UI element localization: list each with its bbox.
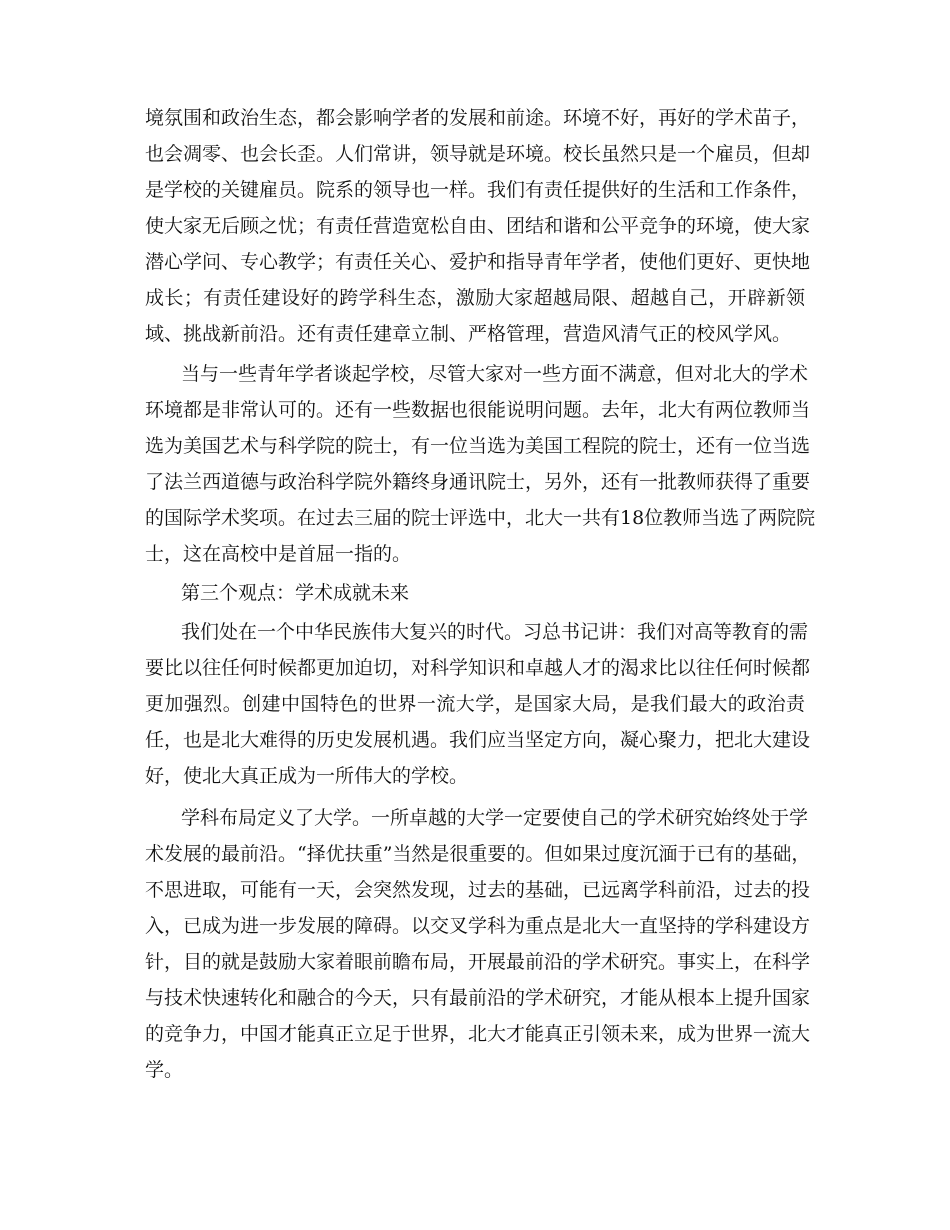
paragraph-line: 选为美国艺术与科学院的院士，有一位当选为美国工程院的院士，还有一位当选 (145, 435, 811, 457)
paragraph-line: 要比以往任何时候都更加迫切，对科学知识和卓越人才的渴求比以往任何时候都 (145, 657, 811, 679)
paragraph-line: 也会凋零、也会长歪。人们常讲，领导就是环境。校长虽然只是一个雇员，但却 (145, 143, 811, 165)
paragraph-line: 域、挑战新前沿。还有责任建章立制、严格管理，营造风清气正的校风学风。 (145, 323, 792, 345)
paragraph-line: 更加强烈。创建中国特色的世界一流大学，是国家大局，是我们最大的政治责 (145, 693, 805, 715)
paragraph-line: 与技术快速转化和融合的今天，只有最前沿的学术研究，才能从根本上提升国家 (145, 987, 811, 1009)
paragraph-line: 任，也是北大难得的历史发展机遇。我们应当坚定方向，凝心聚力，把北大建设 (145, 729, 811, 751)
paragraph-line: 的国际学术奖项。在过去三届的院士评选中，北大一共有18位教师当选了两院院 (145, 507, 816, 529)
paragraph-line: 成长；有责任建设好的跨学科生态，激励大家超越局限、超越自己，开辟新领 (145, 287, 805, 309)
paragraph-line: 好，使北大真正成为一所伟大的学校。 (145, 765, 469, 787)
paragraph-line: 当与一些青年学者谈起学校，尽管大家对一些方面不满意，但对北大的学术 (181, 363, 809, 385)
paragraph-line: 的竞争力，中国才能真正立足于世界，北大才能真正引领未来，成为世界一流大 (145, 1023, 811, 1045)
paragraph-line: 我们处在一个中华民族伟大复兴的时代。习总书记讲：我们对高等教育的需 (181, 621, 809, 643)
paragraph-line: 士，这在高校中是首屈一指的。 (145, 543, 412, 565)
paragraph-line: 潜心学问、专心教学；有责任关心、爱护和指导青年学者，使他们更好、更快地 (145, 251, 811, 273)
paragraph-line: 不思进取，可能有一天，会突然发现，过去的基础，已远离学科前沿，过去的投 (145, 879, 811, 901)
section-heading: 第三个观点：学术成就未来 (181, 582, 410, 604)
paragraph-line: 术发展的最前沿。“择优扶重”当然是很重要的。但如果过度沉湎于已有的基础， (145, 843, 811, 865)
paragraph-line: 学。 (145, 1059, 184, 1081)
paragraph-line: 是学校的关键雇员。院系的领导也一样。我们有责任提供好的生活和工作条件， (145, 179, 811, 201)
paragraph-line: 了法兰西道德与政治科学院外籍终身通讯院士，另外，还有一批教师获得了重要 (145, 471, 811, 493)
paragraph-line: 使大家无后顾之忧；有责任营造宽松自由、团结和谐和公平竞争的环境，使大家 (145, 215, 811, 237)
paragraph-line: 环境都是非常认可的。还有一些数据也很能说明问题。去年，北大有两位教师当 (145, 399, 811, 421)
paragraph-line: 针，目的就是鼓励大家着眼前瞻布局，开展最前沿的学术研究。事实上，在科学 (145, 951, 811, 973)
paragraph-line: 学科布局定义了大学。一所卓越的大学一定要使自己的学术研究始终处于学 (181, 807, 809, 829)
paragraph-line: 入，已成为进一步发展的障碍。以交叉学科为重点是北大一直坚持的学科建设方 (145, 915, 811, 937)
paragraph-line: 境氛围和政治生态，都会影响学者的发展和前途。环境不好，再好的学术苗子， (145, 107, 811, 129)
